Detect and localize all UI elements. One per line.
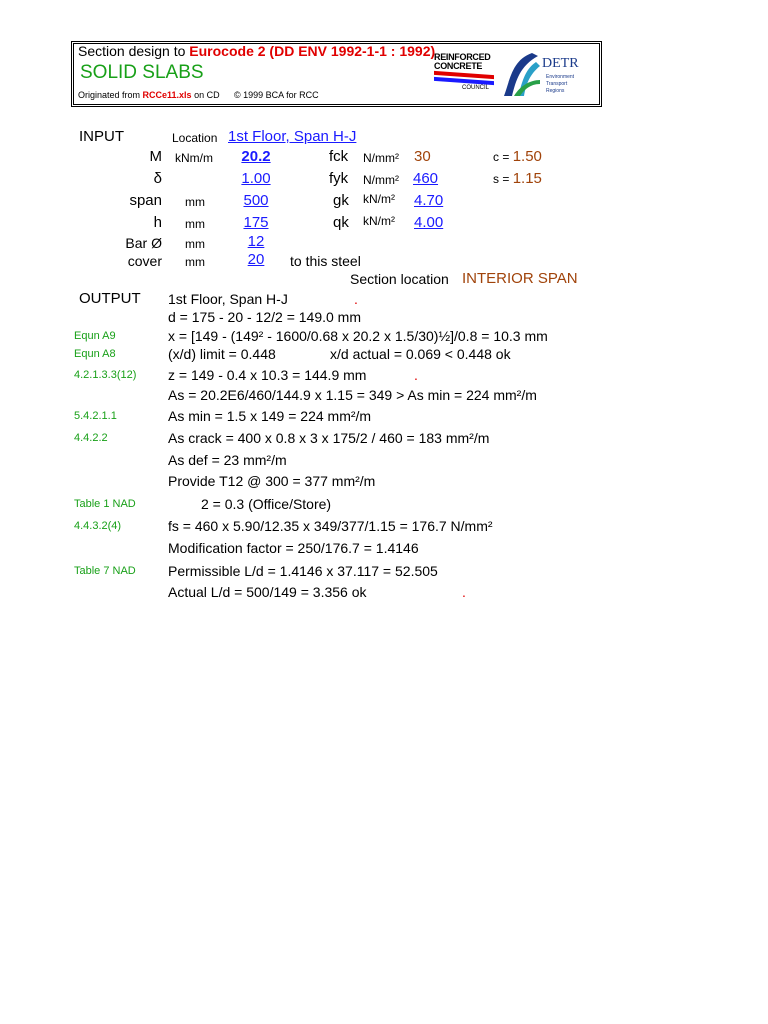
output-line-6: As min = 1.5 x 149 = 224 mm²/m: [168, 408, 372, 424]
bar-symbol: Bar Ø: [125, 235, 162, 251]
detr-logo-text: DETR: [542, 56, 579, 71]
fck-symbol: fck: [329, 148, 349, 165]
gk-value[interactable]: 4.70: [414, 192, 444, 209]
detr-logo-sub1: Environment: [546, 74, 575, 80]
bar-value[interactable]: 12: [247, 233, 265, 250]
output-ref-4: 4.2.1.3.3(12): [74, 369, 137, 381]
output-line-3: (x/d) limit = 0.448: [168, 346, 276, 362]
detr-logo: [500, 50, 598, 100]
output-ref-2: Equn A9: [74, 330, 116, 342]
output-label: OUTPUT: [79, 290, 141, 307]
copyright: © 1999 BCA for RCC: [234, 90, 319, 100]
output-line-10: 2 = 0.3 (Office/Store): [201, 496, 332, 512]
gamma-c-label: c =: [493, 150, 513, 164]
location-label: Location: [172, 131, 218, 145]
m-value[interactable]: 20.2: [241, 148, 271, 165]
delta-value[interactable]: 1.00: [241, 170, 271, 187]
qk-unit: kN/m²: [363, 214, 395, 228]
qk-symbol: qk: [333, 214, 349, 231]
output-dot-4: .: [414, 367, 418, 383]
output-line-7: As crack = 400 x 0.8 x 3 x 175/2 / 460 = 183 mm²/m: [168, 430, 490, 446]
output-line-8: As def = 23 mm²/m: [168, 452, 287, 468]
output-ref-7: 4.4.2.2: [74, 432, 108, 444]
m-unit: kNm/m: [175, 151, 213, 165]
output-line-3b: x/d actual = 0.069 < 0.448 ok: [330, 346, 511, 362]
cover-unit: mm: [185, 255, 205, 269]
output-ref-6: 5.4.2.1.1: [74, 410, 117, 422]
origin-line: [78, 90, 220, 100]
delta-symbol: δ: [153, 170, 162, 187]
bar-unit: mm: [185, 237, 205, 251]
rcc-logo: [434, 52, 496, 96]
location-value[interactable]: 1st Floor, Span H-J: [228, 128, 357, 145]
qk-value[interactable]: 4.00: [414, 214, 444, 231]
output-line-14: Actual L/d = 500/149 = 3.356 ok: [168, 584, 367, 600]
detr-logo-sub2: Transport: [546, 81, 568, 87]
output-ref-11: 4.4.3.2(4): [74, 520, 122, 532]
span-unit: mm: [185, 195, 205, 209]
h-value[interactable]: 175: [243, 214, 269, 231]
output-line-13: Permissible L/d = 1.4146 x 37.117 = 52.505: [168, 563, 438, 579]
fck-unit: N/mm²: [363, 151, 399, 165]
origin-prefix: Originated from: [78, 90, 143, 100]
detr-logo-sub3: Regions: [546, 88, 565, 94]
h-unit: mm: [185, 217, 205, 231]
gamma-s-value[interactable]: 1.15: [512, 170, 542, 187]
output-line-2: x = [149 - (149² - 1600/0.68 x 20.2 x 1.5/30)½]/0.8 = 10.3 mm: [168, 328, 548, 344]
gk-unit: kN/m²: [363, 192, 395, 206]
h-symbol: h: [153, 214, 162, 231]
span-value[interactable]: 500: [243, 192, 269, 209]
section-location-label: Section location: [350, 271, 449, 287]
fck-value[interactable]: 30: [414, 148, 431, 165]
fyk-value[interactable]: 460: [413, 170, 439, 187]
output-dot-14: .: [462, 584, 466, 600]
rcc-logo-line3: COUNCIL: [462, 85, 490, 91]
section-location-value[interactable]: INTERIOR SPAN: [462, 270, 578, 287]
cover-note: to this steel: [290, 253, 361, 269]
output-ref-10: Table 1 NAD: [74, 498, 136, 510]
output-line-0: 1st Floor, Span H-J: [168, 291, 288, 307]
m-symbol: M: [149, 148, 162, 165]
origin-file: RCCe11.xls: [142, 90, 192, 100]
header-prefix: Section design to: [78, 43, 190, 59]
rcc-logo-line1: REINFORCED: [434, 52, 491, 62]
output-line-5: As = 20.2E6/460/144.9 x 1.15 = 349 > As min = 224 mm²/m: [168, 387, 537, 403]
page-title: SOLID SLABS: [80, 62, 204, 83]
output-line-9: Provide T12 @ 300 = 377 mm²/m: [168, 473, 376, 489]
output-ref-3: Equn A8: [74, 348, 116, 360]
rcc-logo-line2: CONCRETE: [434, 61, 483, 71]
gamma-s: [493, 170, 542, 188]
fyk-symbol: fyk: [329, 170, 349, 187]
output-line-12: Modification factor = 250/176.7 = 1.4146: [168, 540, 419, 556]
origin-suffix: on CD: [191, 90, 220, 100]
fyk-unit: N/mm²: [363, 173, 399, 187]
gk-symbol: gk: [333, 192, 349, 209]
header-code-line: [78, 43, 435, 59]
output-line-11: fs = 460 x 5.90/12.35 x 349/377/1.15 = 176.7 N/mm²: [168, 518, 493, 534]
gamma-c: [493, 148, 542, 166]
output-dot-0: .: [354, 291, 358, 307]
header-code: Eurocode 2 (DD ENV 1992-1-1 : 1992): [189, 43, 436, 59]
cover-symbol: cover: [127, 253, 162, 269]
gamma-s-label: s =: [493, 172, 513, 186]
input-label: INPUT: [79, 128, 124, 145]
output-line-1: d = 175 - 20 - 12/2 = 149.0 mm: [168, 309, 362, 325]
output-ref-13: Table 7 NAD: [74, 565, 136, 577]
detr-swoosh-icon: [502, 50, 542, 98]
span-symbol: span: [129, 192, 162, 209]
gamma-c-value[interactable]: 1.50: [512, 148, 542, 165]
output-line-4: z = 149 - 0.4 x 10.3 = 144.9 mm: [168, 367, 367, 383]
cover-value[interactable]: 20: [247, 251, 265, 268]
